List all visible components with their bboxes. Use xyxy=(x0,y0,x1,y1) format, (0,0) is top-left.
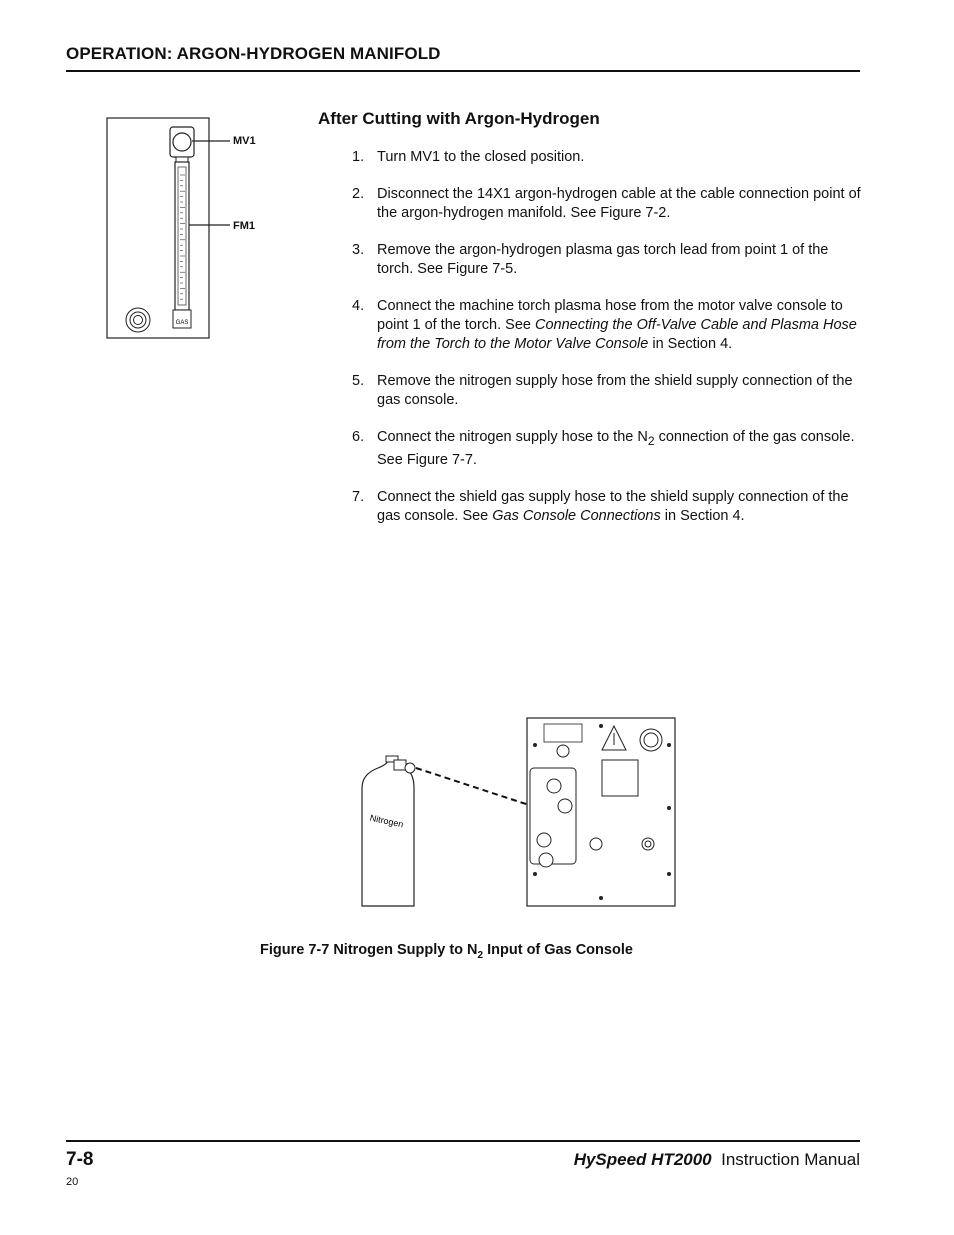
step-reference: Gas Console Connections xyxy=(492,507,661,524)
step-number: 6. xyxy=(352,429,365,445)
step-number: 2. xyxy=(352,186,365,202)
section-heading: After Cutting with Argon-Hydrogen xyxy=(318,109,600,128)
step-number: 1. xyxy=(352,149,365,165)
step-text-end: in Section 4. xyxy=(660,507,745,524)
step-item xyxy=(352,241,864,279)
gas-gauge-label: GAS xyxy=(175,320,189,326)
manual-label: Instruction Manual xyxy=(721,1150,860,1169)
step-text-end: connection of the gas console. See Figure 7-7. xyxy=(377,429,855,468)
caption-subscript: 2 xyxy=(477,949,484,961)
page-header-title: OPERATION: ARGON-HYDROGEN MANIFOLD xyxy=(66,44,441,63)
step-item xyxy=(352,372,864,410)
nitrogen-supply-figure xyxy=(358,716,678,910)
cylinder-label: Nitrogen xyxy=(368,812,405,830)
step-text: Remove the argon-hydrogen plasma gas torch lead from point 1 of the torch. See Figure 7-5. xyxy=(377,242,829,277)
figure-caption xyxy=(260,942,633,961)
manual-title xyxy=(574,1150,860,1170)
step-number: 7. xyxy=(352,488,365,505)
footer-rule xyxy=(66,1140,860,1142)
subscript: 2 xyxy=(647,433,655,448)
steps-list xyxy=(352,148,864,544)
step-text: Connect the nitrogen supply hose to the N xyxy=(377,429,648,445)
header-rule xyxy=(66,70,860,72)
mv1-label: MV1 xyxy=(233,135,256,147)
fm1-label: FM1 xyxy=(233,220,255,232)
step-item xyxy=(352,428,864,470)
step-item xyxy=(352,488,864,526)
caption-text-end: Input of Gas Console xyxy=(483,942,633,958)
step-text: Remove the nitrogen supply hose from the shield supply connection of the gas console. xyxy=(377,373,853,408)
step-text: Connect the machine torch plasma hose from the motor valve console to point 1 of the torch. See xyxy=(377,298,843,333)
step-text: Connect the shield gas supply hose to the shield supply connection of the gas console. See xyxy=(377,488,849,524)
caption-text: Figure 7-7 Nitrogen Supply to N xyxy=(260,942,478,958)
sheet-number: 20 xyxy=(66,1176,79,1188)
step-number: 4. xyxy=(352,298,365,314)
step-text-end: in Section 4. xyxy=(648,336,733,352)
step-number: 5. xyxy=(352,373,365,389)
step-text: Disconnect the 14X1 argon-hydrogen cable at the cable connection point of the argon-hydrogen manifold. See Figure 7-2. xyxy=(377,186,861,221)
step-text: Turn MV1 to the closed position. xyxy=(377,149,585,165)
step-item xyxy=(352,185,864,223)
step-item xyxy=(352,297,864,354)
page-number: 7-8 xyxy=(66,1149,94,1170)
brand-name: HySpeed HT2000 xyxy=(573,1150,712,1169)
step-reference: Connecting the Off-Valve Cable and Plasma Hose from the Torch to the Motor Valve Console xyxy=(377,317,857,352)
step-item xyxy=(352,148,864,167)
step-number: 3. xyxy=(352,242,365,258)
